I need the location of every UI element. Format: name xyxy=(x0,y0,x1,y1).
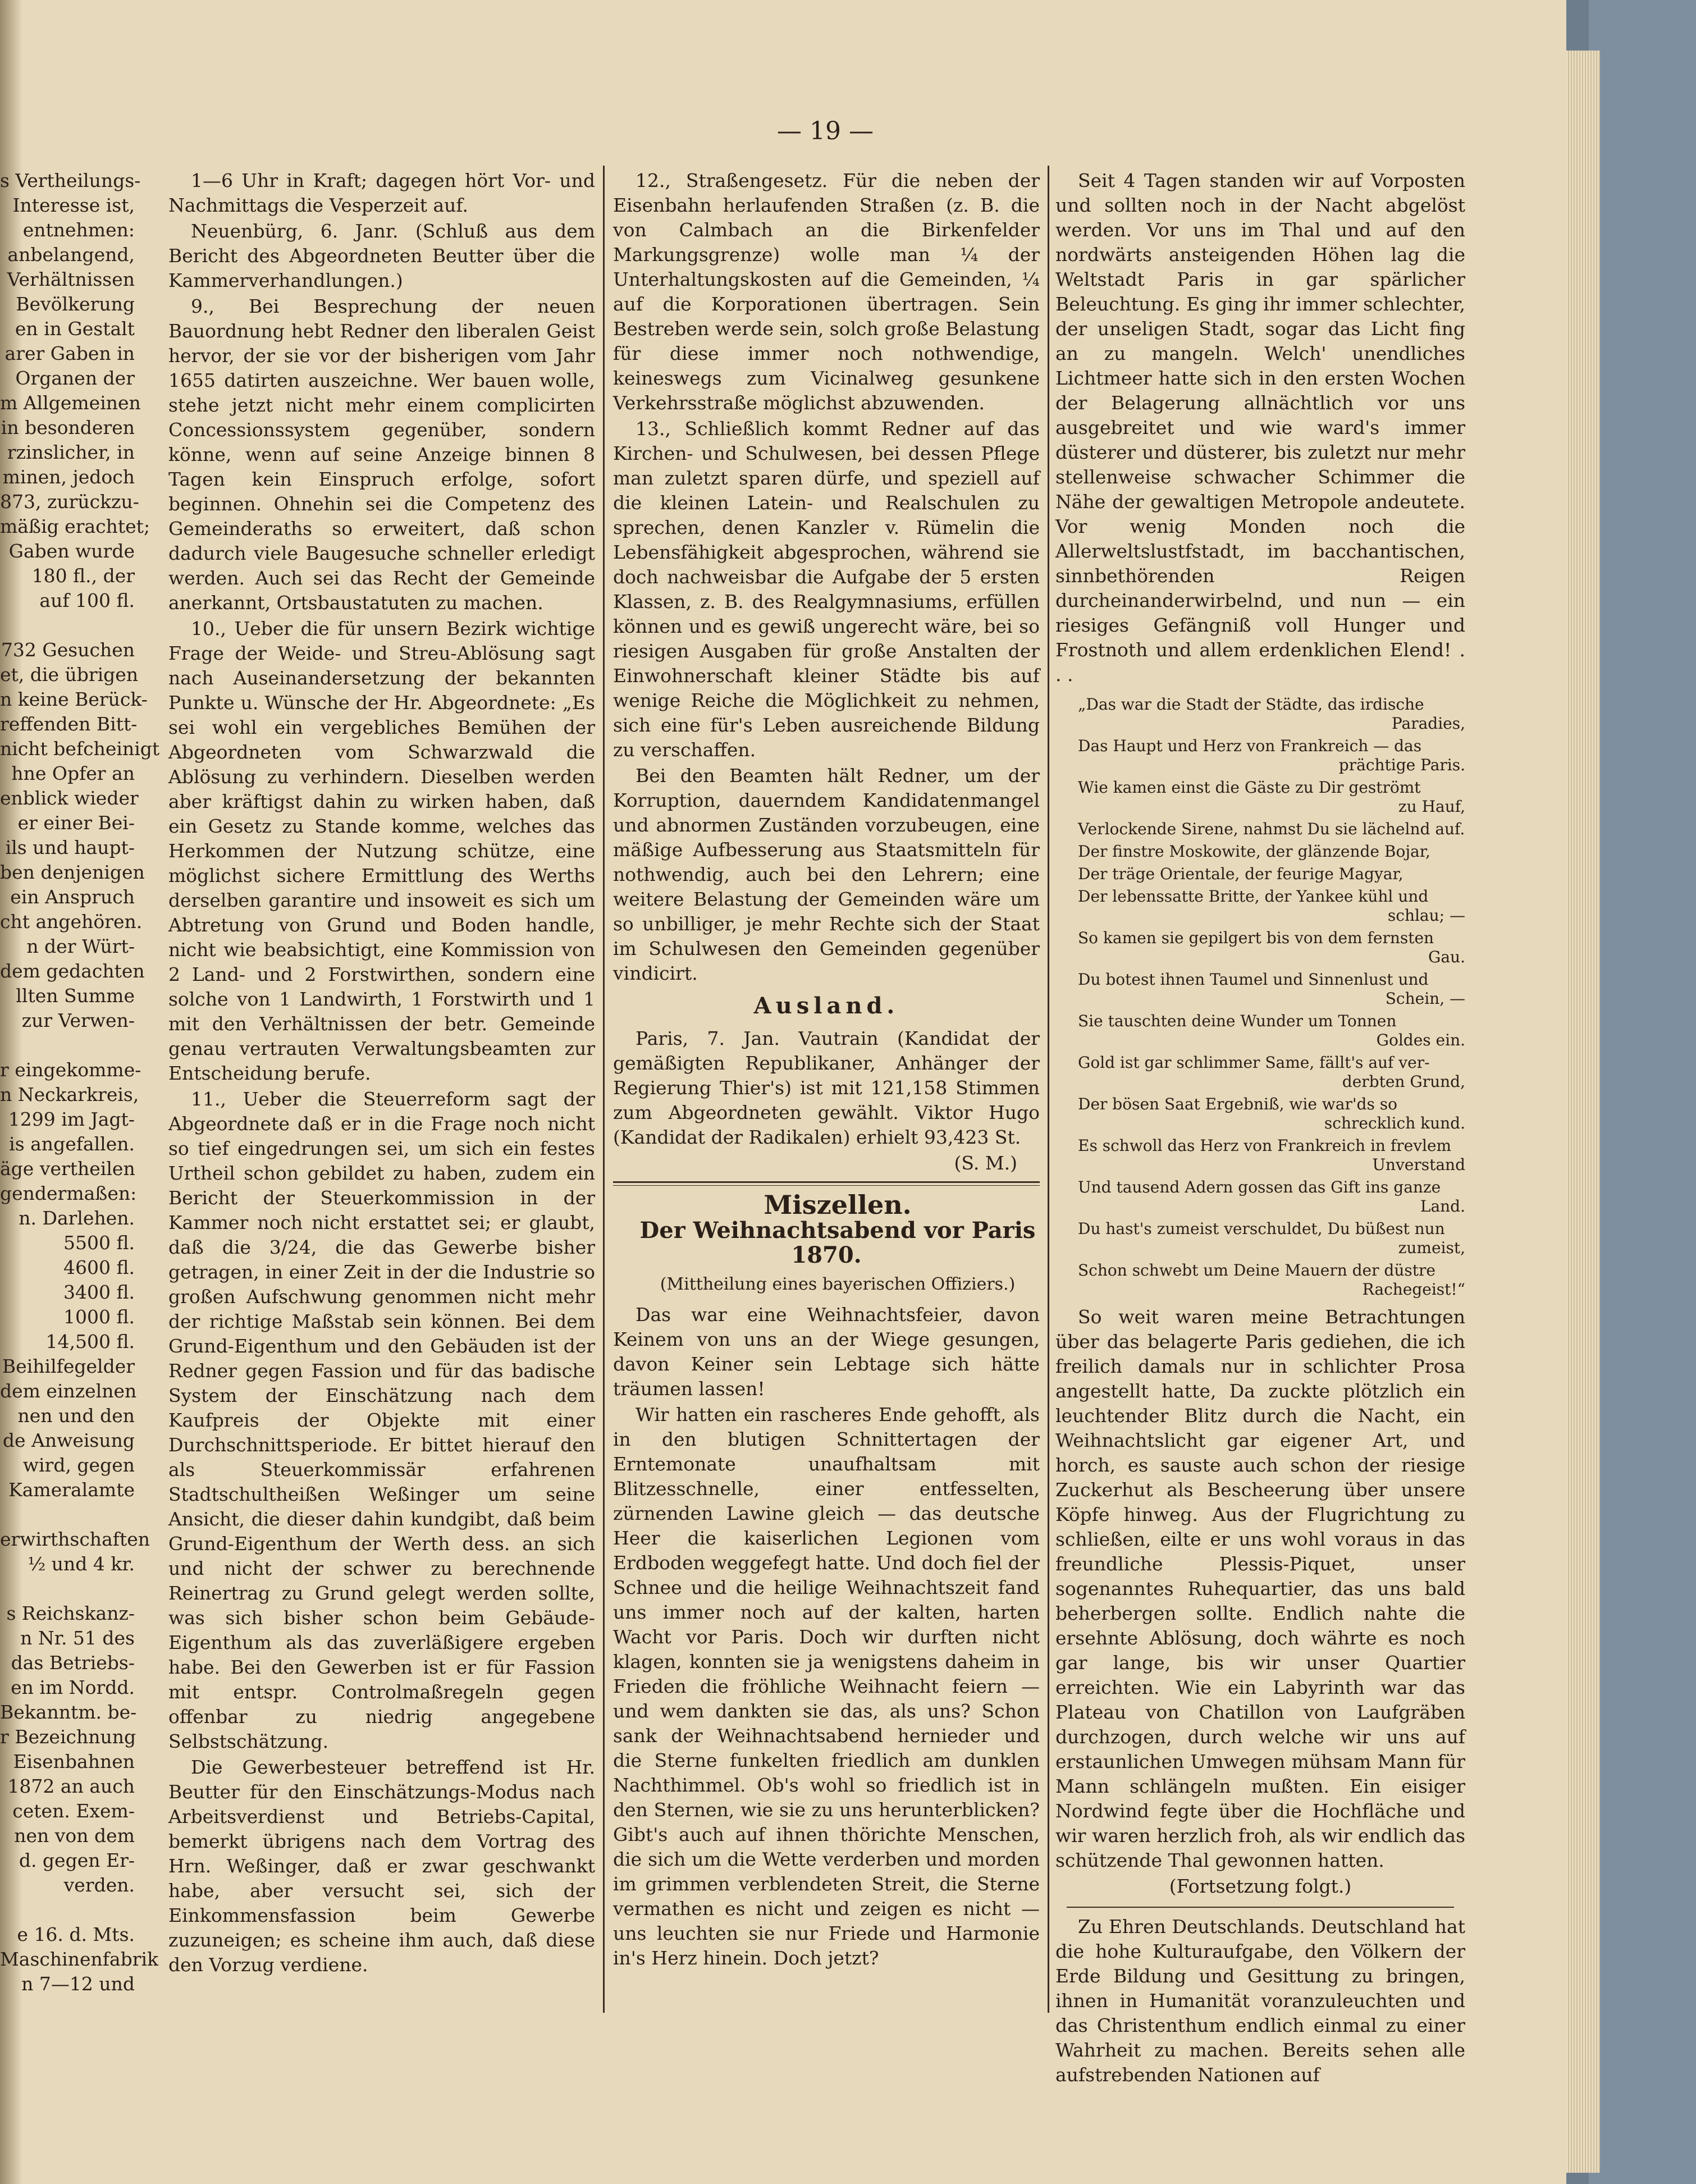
fragment-line: ils und haupt- xyxy=(5,837,135,858)
fragment-line: enblick wieder xyxy=(0,787,139,809)
poem-line-continuation: Unverstand xyxy=(1372,1155,1465,1174)
fragment-line: n 7—12 und xyxy=(21,1973,135,1995)
poem-line xyxy=(1055,1136,1465,1175)
poem-line-continuation: derbten Grund, xyxy=(1342,1072,1465,1091)
poem-line-text: „Das war die Stadt der Städte, das irdische xyxy=(1078,695,1424,714)
poem-line xyxy=(1055,695,1465,733)
fragment-line: zur Verwen- xyxy=(21,1009,135,1031)
fragment-line: Kameralamte xyxy=(8,1479,135,1501)
poem-line-text: Es schwoll das Herz von Frankreich in frevlem xyxy=(1078,1136,1452,1155)
column-3 xyxy=(1055,168,1465,2086)
fragment-line: e 16. d. Mts. xyxy=(17,1923,135,1945)
fragment-line: ceten. Exem- xyxy=(12,1800,135,1822)
fragment-line: nen von dem xyxy=(14,1825,135,1847)
poem-line-text: Du hast's zumeist verschuldet, Du büßest nun xyxy=(1078,1219,1445,1238)
fragment-line: s Reichskanz- xyxy=(6,1602,135,1624)
column-rule xyxy=(603,166,605,2013)
fragment-line: r eingekomme- xyxy=(0,1059,141,1081)
fragment-line: n Neckarkreis, xyxy=(0,1084,139,1105)
poem-line-text: Wie kamen einst die Gäste zu Dir geströmt xyxy=(1078,778,1421,797)
poem-line xyxy=(1055,887,1465,925)
paragraph: 1—6 Uhr in Kraft; dagegen hört Vor- und Nachmittags die Vesperzeit auf. xyxy=(168,170,595,216)
fragment-line: mäßig erachtet; xyxy=(0,515,150,537)
poem-line-continuation: zumeist, xyxy=(1398,1239,1465,1257)
fragment-line: Interesse ist, xyxy=(12,194,135,216)
poem-line-continuation: Goldes ein. xyxy=(1376,1031,1465,1049)
fragment-line: Beihilfegelder xyxy=(2,1355,135,1377)
poem-line-text: So kamen sie gepilgert bis von dem fernsten xyxy=(1078,929,1434,947)
paragraph: Seit 4 Tagen standen wir auf Vorposten und sollten noch in der Nacht abgelöst werden. Vor uns im Thal und auf den nordwärts ansteigenden Höhen lag die Weltstadt Paris in gar spärlicher Beleuchtung. Es ging ihr immer schlechter, der unseligen Stadt, sogar das Licht fing an zu mangeln. Welch' unendliches Lichtmeer hatte sich in den ersten Wochen der Belagerung allnächtlich vor uns ausgebreitet und wie ward's immer düsterer und düsterer, bis zuletzt nur mehr stellenweise schwacher Schimmer die Nähe der gewaltigen Metropole andeutete. Vor wenig Monden noch die Allerweltslustfstadt, im bacchantischen, sinnbethörenden Reigen durcheinanderwirbelnd, und nun — ein riesiges Gefängniß voll Hunger und Frostnoth und allem erdenklichen Elend! . . . xyxy=(1055,170,1465,686)
paragraph: 11., Ueber die Steuerreform sagt der Abgeordnete daß er in die Frage noch nicht so tief eingedrungen sei, um sich ein festes Urtheil schon gebildet zu haben, zudem ein Bericht der Steuerkommission in der Kammer noch nicht erstattet sei; er glaubt, daß die 3/24, die das Gewerbe bisher getragen, in einer Zeit in der die Industrie so großen Aufschwung genommen nicht mehr der richtige Maßstab sein können. Bei dem Grund-Eigenthum und den Gebäuden ist der Redner gegen Fassion und für das badische System der Einschätzung nach dem Kaufpreis der Objekte mit einer Durchschnittsperiode. Er bittet hierauf den als Steuerkommissär erfahrenen Stadtschultheißen Weßinger um seine Ansicht, die dieser dahin kundgibt, daß beim Grund-Eigenthum der Werth dess. an sich und nicht der schwer zu berechnende Reinertrag zu Grund gelegt werden sollte, was sich bisher schon beim Gebäude-Eigenthum als das zuverläßigere ergeben habe. Bei den Gewerben ist er für Fassion mit entspr. Controlmaßregeln gegen offenbar zu niedrig angegebene Selbstschätzung. xyxy=(168,1088,595,1752)
book-cover-board xyxy=(1589,0,1696,2184)
fragment-line: ein Anspruch xyxy=(10,886,135,908)
fragment-line: äge vertheilen xyxy=(0,1158,135,1180)
poem-line-continuation: Rachegeist!“ xyxy=(1362,1280,1465,1299)
poem-line-text: Der finstre Moskowite, der glänzende Bojar, xyxy=(1078,842,1430,861)
section-heading-ausland: Ausland. xyxy=(753,993,899,1019)
poem-line xyxy=(1055,1219,1465,1258)
fragment-line: verden. xyxy=(63,1874,135,1896)
poem-line-continuation: Land. xyxy=(1420,1197,1465,1216)
fragment-line xyxy=(0,1898,135,1922)
fragment-line: 1000 fl. xyxy=(63,1306,135,1328)
left-fragment-column xyxy=(0,168,160,1996)
paragraph: 9., Bei Besprechung der neuen Bauordnung hebt Redner den liberalen Geist hervor, der sie vor der bisherigen vom Jahr 1655 datirten auszeichne. Wer bauen wolle, stehe jetzt nicht mehr einem complicirten Concessionssystem gegenüber, sondern könne, wenn auf seine Anzeige binnen 8 Tagen kein Einspruch erfolge, sofort beginnen. Ohnehin sei die Competenz des Gemeinderaths so erweitert, daß schon dadurch viele Baugesuche schneller erledigt werden. Auch sei das Recht der Gemeinde anerkannt, Ortsbaustatuten zu machen. xyxy=(168,295,595,614)
poem-line-text: Und tausend Adern gossen das Gift ins ganze xyxy=(1078,1178,1441,1196)
poem-line xyxy=(1055,865,1465,884)
poem-line xyxy=(1055,1012,1465,1050)
poem-line-text: Gold ist gar schlimmer Same, fällt's auf ver- xyxy=(1078,1053,1430,1072)
news-item-paris: Paris, 7. Jan. Vautrain (Kandidat der gemäßigten Republikaner, Anhänger der Regierung Thier's) ist mit 121,158 Stimmen zum Abgeordneten gewählt. Viktor Hugo (Kandidat der Radikalen) erhielt 93,423 St. xyxy=(613,1027,1040,1148)
fragment-line: cht angehören. xyxy=(0,911,143,933)
fragment-line: r Bezeichnung xyxy=(0,1726,136,1748)
fragment-line: Verhältnissen xyxy=(7,268,135,290)
paragraph: 12., Straßengesetz. Für die neben der Eisenbahn herlaufenden Straßen (z. B. die von Calmbach an die Birkenfelder Markungsgrenze) wolle man ¼ der Unterhaltungskosten auf die Gemeinden, ¼ auf die Korporationen übertragen. Sein Bestreben werde sein, solch große Belastung für diese immer noch nothwendige, keineswegs zum Vicinalweg gesunkene Verkehrsstraße möglichst abzuwenden. xyxy=(613,170,1040,414)
page-number: — 19 — xyxy=(777,117,874,145)
fragment-line: 732 Gesuchen xyxy=(1,639,135,661)
fragment-line: Eisenbahnen xyxy=(13,1751,135,1772)
fragment-line: dem gedachten xyxy=(0,960,145,982)
fragment-line: Organen der xyxy=(15,367,135,389)
fragment-line: 1299 im Jagt- xyxy=(8,1108,135,1130)
fragment-line: 4600 fl. xyxy=(63,1257,135,1278)
paragraph: Zu Ehren Deutschlands. Deutschland hat die hohe Kulturaufgabe, den Völkern der Erde Bildung und Gesittung zu bringen, ihnen in Humanität voranzuleuchten und das Christenthum endlich einmal zu einer Wahrheit zu machen. Bereits sehen alle aufstrebenden Nationen auf xyxy=(1055,1916,1465,2086)
fragment-line: n. Darlehen. xyxy=(19,1207,135,1229)
fragment-line xyxy=(0,613,135,638)
fragment-line: s Vertheilungs- xyxy=(0,170,141,191)
poem-line xyxy=(1055,970,1465,1008)
fragment-line: in besonderen xyxy=(1,417,135,438)
fragment-line: en in Gestalt xyxy=(15,318,135,340)
paragraph: Neuenbürg, 6. Janr. (Schluß aus dem Bericht des Abgeordneten Beutter über die Kammerverhandlungen.) xyxy=(168,220,595,291)
poem-line-continuation: Schein, — xyxy=(1385,989,1465,1008)
poem-line-text: Das Haupt und Herz von Frankreich — das xyxy=(1078,737,1422,755)
fragment-line: Bevölkerung xyxy=(16,293,135,315)
poem-line-text: Der bösen Saat Ergebniß, wie war'ds so xyxy=(1078,1095,1397,1113)
column-1 xyxy=(168,168,595,2021)
poem-line xyxy=(1055,820,1465,839)
fragment-line: gendermaßen: xyxy=(0,1182,137,1204)
double-rule xyxy=(613,1181,1040,1186)
fragment-line: n keine Berück- xyxy=(0,688,148,710)
fragment-line: 3400 fl. xyxy=(63,1281,135,1303)
fragment-line: 14,500 fl. xyxy=(45,1331,135,1353)
fragment-line xyxy=(0,1033,135,1058)
fragment-line: nen und den xyxy=(17,1405,135,1427)
fragment-line: dem einzelnen xyxy=(0,1380,137,1402)
fragment-line: 5500 fl. xyxy=(63,1232,135,1254)
paragraph: Wir hatten ein rascheres Ende gehofft, als in den blutigen Schnittertagen der Erntemonate unaufhaltsam mit Blitzesschnelle, einer entfesselten, zürnenden Lawine gleich — das deutsche Heer die kaiserlichen Legionen vom Erdboden weggefegt hatte. Und doch fiel der Schnee und die heilige Weihnachtszeit fand uns immer noch auf der kalten, harten Wacht vor Paris. Doch wir durften nicht klagen, konnten sie ja wenigstens daheim in Frieden die fröhliche Weihnacht feiern — und wem dankten sie das, als uns? Schon sank der Weihnachtsabend hernieder und die Sterne funkelten friedlich am dunklen Nachthimmel. Ob's wohl so friedlich ist in den Sternen, wie sie zu uns herunterblicken? Gibt's auch auf ihnen thörichte Menschen, die sich um die Wette verderben und morden im grimmen verblendeten Streit, die Sterne vermathen es nicht und zeigen es nicht — uns leuchten sie nur Friede und Harmonie in's Herz hinein. Doch jetzt? xyxy=(613,1404,1040,1969)
fragment-line: wird, gegen xyxy=(22,1454,135,1476)
poem-line-text: Verlockende Sirene, nahmst Du sie lächelnd auf. xyxy=(1078,820,1465,838)
fragment-line: auf 100 fl. xyxy=(39,590,135,611)
fragment-line: is angefallen. xyxy=(9,1133,135,1155)
poem-line xyxy=(1055,737,1465,775)
poem-line-continuation: schlau; — xyxy=(1387,906,1465,925)
poem-line xyxy=(1055,1178,1465,1216)
separator-rule xyxy=(1067,1907,1454,1908)
poem-line-text: Sie tauschten deine Wunder um Tonnen xyxy=(1078,1012,1397,1030)
paragraph: So weit waren meine Betrachtungen über das belagerte Paris gediehen, die ich freilich damals nur in schlichter Prosa angestellt hatte, Da zuckte plötzlich ein leuchtender Blitz durch die Nacht, ein Weihnachtslicht gar eigener Art, und horch, es sauste auch schon der riesige Zuckerhut als Bescheerung über unsere Köpfe hinweg. Aus der Flugrichtung zu schließen, eilte er uns wohl voraus in das freundliche Plessis-Piquet, unser sogenanntes Ruhequartier, das uns bald beherbergen sollte. Endlich nahte die ersehnte Ablösung, doch währte es noch gar lange, bis wir unser Quartier erreichten. Wie ein Labyrinth war das Plateau von Chatillon von Laufgräben durchzogen, durch welche wir uns auf erstaunlichen Umwegen mühsam Mann für Mann schlängeln mußten. Ein eisiger Nordwind fegte über die Hochfläche und wir waren herzlich froh, als wir endlich das schützende Thal gewonnen hatten. xyxy=(1055,1306,1465,1871)
paragraph: Die Gewerbesteuer betreffend ist Hr. Beutter für den Einschätzungs-Modus nach Arbeitsverdienst und Betriebs-Capital, bemerkt übrigens nach dem Vortrag des Hrn. Weßinger, daß er zwar geschwankt habe, aber versucht sei, sich der Einkommensfassion beim Gewerbe zuzuneigen; es scheine ihm auch, daß diese den Vorzug verdiene. xyxy=(168,1756,595,1976)
fragment-line: entnehmen: xyxy=(22,219,135,241)
paragraph: Das war eine Weihnachtsfeier, davon Keinem von uns an der Wiege gesungen, davon Keiner sein Lebtage sich hätte träumen lassen! xyxy=(613,1304,1040,1400)
fragment-line: ½ und 4 kr. xyxy=(28,1553,135,1575)
fragment-line xyxy=(0,1577,135,1601)
fragment-line: de Anweisung xyxy=(2,1429,135,1451)
fragment-line: er einer Bei- xyxy=(17,812,135,834)
fragment-line: et, die übrigen xyxy=(0,664,139,686)
poem-line-continuation: Gau. xyxy=(1428,948,1465,966)
poem-line-text: Der träge Orientale, der feurige Magyar, xyxy=(1078,865,1404,883)
fragment-line: arer Gaben in xyxy=(4,342,135,364)
fragment-line: rzinslicher, in xyxy=(7,441,135,463)
poem-line xyxy=(1055,1095,1465,1133)
fragment-line: Bekanntm. be- xyxy=(0,1701,137,1723)
section-heading-miszellen: Miszellen. xyxy=(764,1190,912,1220)
poem-line xyxy=(1055,842,1465,861)
fragment-line: n Nr. 51 des xyxy=(20,1627,135,1649)
to-be-continued-note: (Fortsetzung folgt.) xyxy=(1169,1875,1352,1897)
fragment-line: llten Summe xyxy=(16,985,135,1007)
poem-line-continuation: zu Hauf, xyxy=(1398,797,1465,816)
fragment-line: n der Würt- xyxy=(26,935,135,957)
fragment-line: minen, jedoch xyxy=(2,466,135,488)
paragraph: Bei den Beamten hält Redner, um der Korruption, dauerndem Kandidatenmangel und abnormen Zuständen vorzubeugen, eine mäßige Aufbesserung aus Staatsmitteln für nothwendig, auch bei den Lehrern; eine weitere Belastung der Gemeinden wäre um so unbilliger, je mehr Rechte sich der Staat im Schulwesen den Gemeinden gegenüber vindicirt. xyxy=(613,765,1040,984)
poem-line xyxy=(1055,778,1465,816)
poem-line xyxy=(1055,1053,1465,1091)
fragment-line: 1872 an auch xyxy=(7,1775,135,1797)
story-title: Der Weihnachtsabend vor Paris 1870. xyxy=(639,1217,1036,1268)
fragment-line xyxy=(0,1502,135,1527)
column-2 xyxy=(613,168,1040,2021)
paragraph: 10., Ueber die für unsern Bezirk wichtige Frage der Weide- und Streu-Ablösung sagt nach Auseinandersetzung der bekannten Punkte u. Wünsche der Hr. Abgeordnete: „Es sei wohl ein vergebliches Bemühen der Abgeordneten vom Schwarzwald die Ablösung zu verhindern. Dieselben werden aber kräftigst dahin zu wirken haben, daß ein Gesetz zu Stande komme, welches das Herkommen der Nutzung schütze, eine möglichst sichere Ermittlung des Werths derselben garantire und insoweit es sich um Abtretung von Grund und Boden handle, nicht wie beabsichtigt, eine Kommission von 2 Land- und 2 Forstwirthen, sondern eine solche von 1 Landwirth, 1 Forstwirth und 1 mit den Verhältnissen der betr. Gemeinde genau vertrauten Verwaltungsbeamten zur Entscheidung berufe. xyxy=(168,618,595,1084)
fragment-line: d. gegen Er- xyxy=(19,1849,135,1871)
fragment-line: Gaben wurde xyxy=(8,540,135,562)
fragment-line: nicht befcheinigt xyxy=(0,738,160,760)
fragment-line: 873, zurückzu- xyxy=(0,491,139,513)
poem-line xyxy=(1055,1261,1465,1299)
fragment-line: das Betriebs- xyxy=(11,1652,135,1674)
fragment-line: anbelangend, xyxy=(7,244,135,266)
poem-line-continuation: schrecklich kund. xyxy=(1324,1114,1465,1132)
fragment-line: m Allgemeinen xyxy=(0,392,141,414)
news-source: (S. M.) xyxy=(954,1152,1017,1174)
poem-line-continuation: prächtige Paris. xyxy=(1338,756,1465,774)
poem-line-text: Der lebenssatte Britte, der Yankee kühl und xyxy=(1078,887,1429,906)
fragment-line: 180 fl., der xyxy=(31,565,135,587)
poem-line xyxy=(1055,929,1465,967)
fragment-line: en im Nordd. xyxy=(11,1676,135,1698)
fragment-line: reffenden Bitt- xyxy=(0,713,138,735)
fragment-line: erwirthschaften xyxy=(0,1528,150,1550)
story-subtitle: (Mittheilung eines bayerischen Offiziers.) xyxy=(660,1274,1016,1294)
paragraph: 13., Schließlich kommt Redner auf das Kirchen- und Schulwesen, bei dessen Pflege man zuletzt sparen dürfe, und speziell auf die kleinen Latein- und Realschulen zu sprechen, denen Kanzler v. Rümelin die Lebensfähigkeit abgesprochen, während sie doch nachweisbar die Aufgabe der 5 ersten Klassen, z. B. des Realgymnasiums, erfüllen können und es gewiß ungerecht wäre, bei so riesigen Ausgaben für große Anstalten der Einwohnerschaft kleiner Städte bis auf wenige Reiche die Möglichkeit zu nehmen, sich eine für's Leben ausreichende Bildung zu verschaffen. xyxy=(613,418,1040,761)
fragment-line: Maschinenfabrik xyxy=(0,1948,159,1970)
fragment-line: hne Opfer an xyxy=(11,762,135,784)
poem-line-text: Schon schwebt um Deine Mauern der düstre xyxy=(1078,1261,1436,1280)
fragment-line: ben denjenigen xyxy=(0,861,145,883)
column-rule xyxy=(1048,166,1049,2013)
poem-line-text: Du botest ihnen Taumel und Sinnenlust und xyxy=(1078,970,1429,989)
poem xyxy=(1055,695,1465,1299)
poem-line-continuation: Paradies, xyxy=(1391,714,1465,733)
